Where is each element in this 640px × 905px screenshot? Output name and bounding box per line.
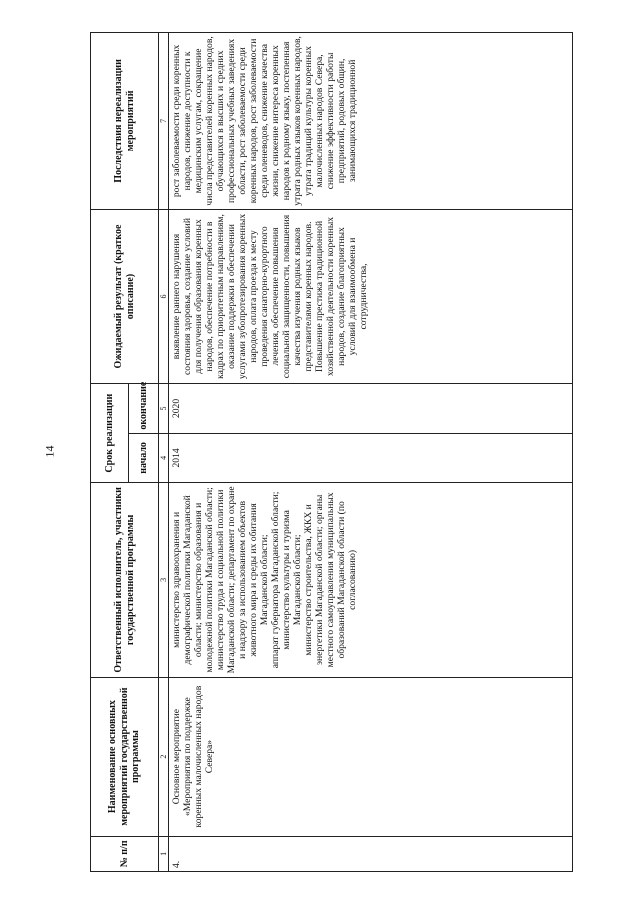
header-name: Наименование основных мероприятий государственной программы: [91, 677, 159, 836]
header-term: Срок реализации: [91, 384, 129, 483]
row-end: 2020: [169, 384, 573, 433]
executor-item: министерство строительства, ЖКХ и энергетики Магаданской области; органы местного самоуправления муниципальных образований Магаданской области (по согласованию): [303, 492, 358, 668]
index-row: [159, 33, 169, 872]
row-consequences: рост заболеваемости среди коренных народов, снижение доступности к медицинским услугам, сокращение числа представителей коренных народов, обучающихся в высших и средних профессиональных учебных заведениях области, рост заболеваемости среди коренных народов, рост заболеваемости среди оленеводов, снижение качества жизни, снижение интереса коренных народов к родному языку, постепенная утрата родных языков коренных народов, утрата традиций культуры коренных малочисленных народов Севера, снижение эффективности работы предприятий, родовых общин, занимающихся традиционной: [169, 33, 573, 210]
executor-item: министерство здравоохранения и демографической политики Магаданской области; министерство образования и молодежной политики Магаданской области; министерство труда и социальной политики Магаданской области; департамент по охране и надзору за использованием объектов животного мира и среды их обитания Магаданской области;: [171, 486, 270, 674]
header-start: начало: [129, 433, 159, 482]
index-cell: 1: [159, 836, 169, 871]
rotated-table-wrapper: [90, 32, 573, 872]
index-cell: 7: [159, 33, 169, 210]
index-cell: 2: [159, 677, 169, 836]
row-name: Основное мероприятие «Мероприятия по поддержке коренных малочисленных народов Севера»: [169, 677, 573, 836]
header-end: окончание: [129, 384, 159, 433]
header-num: № п/п: [91, 836, 159, 871]
header-executor: Ответственный исполнитель, участники государственной программы: [91, 483, 159, 677]
index-cell: 5: [159, 384, 169, 433]
page-number: 14: [42, 445, 57, 458]
header-result: Ожидаемый результат (краткое описание): [91, 209, 159, 383]
header-consequences: Последствия нереализации мероприятий: [91, 33, 159, 210]
row-executors: [169, 483, 573, 677]
row-start: 2014: [169, 433, 573, 482]
program-table: [90, 32, 573, 872]
table-row: [169, 33, 573, 872]
row-result: выявление раннего нарушения состояния здоровья, создание условий для получения образования коренных народов, обеспечение потребности в кадрах по приоритетным направлениям, оказание поддержки в обеспечении услугами зубопротезирования коренных народов, оплата проезда к месту проведения санаторно-курортного лечения, обеспечение повышения социальной защищенности, повышения качества изучения родных языков представителями коренных народов. Повышение престижа традиционной хозяйственной деятельности коренных народов, создание благоприятных условий для взаимообмена и сотрудничества,: [169, 209, 573, 383]
index-cell: 6: [159, 209, 169, 383]
index-cell: 3: [159, 483, 169, 677]
index-cell: 4: [159, 433, 169, 482]
row-num: 4.: [169, 836, 573, 871]
executor-item: аппарат губернатора Магаданской области; министерство культуры и туризма Магаданской области;: [270, 491, 303, 669]
